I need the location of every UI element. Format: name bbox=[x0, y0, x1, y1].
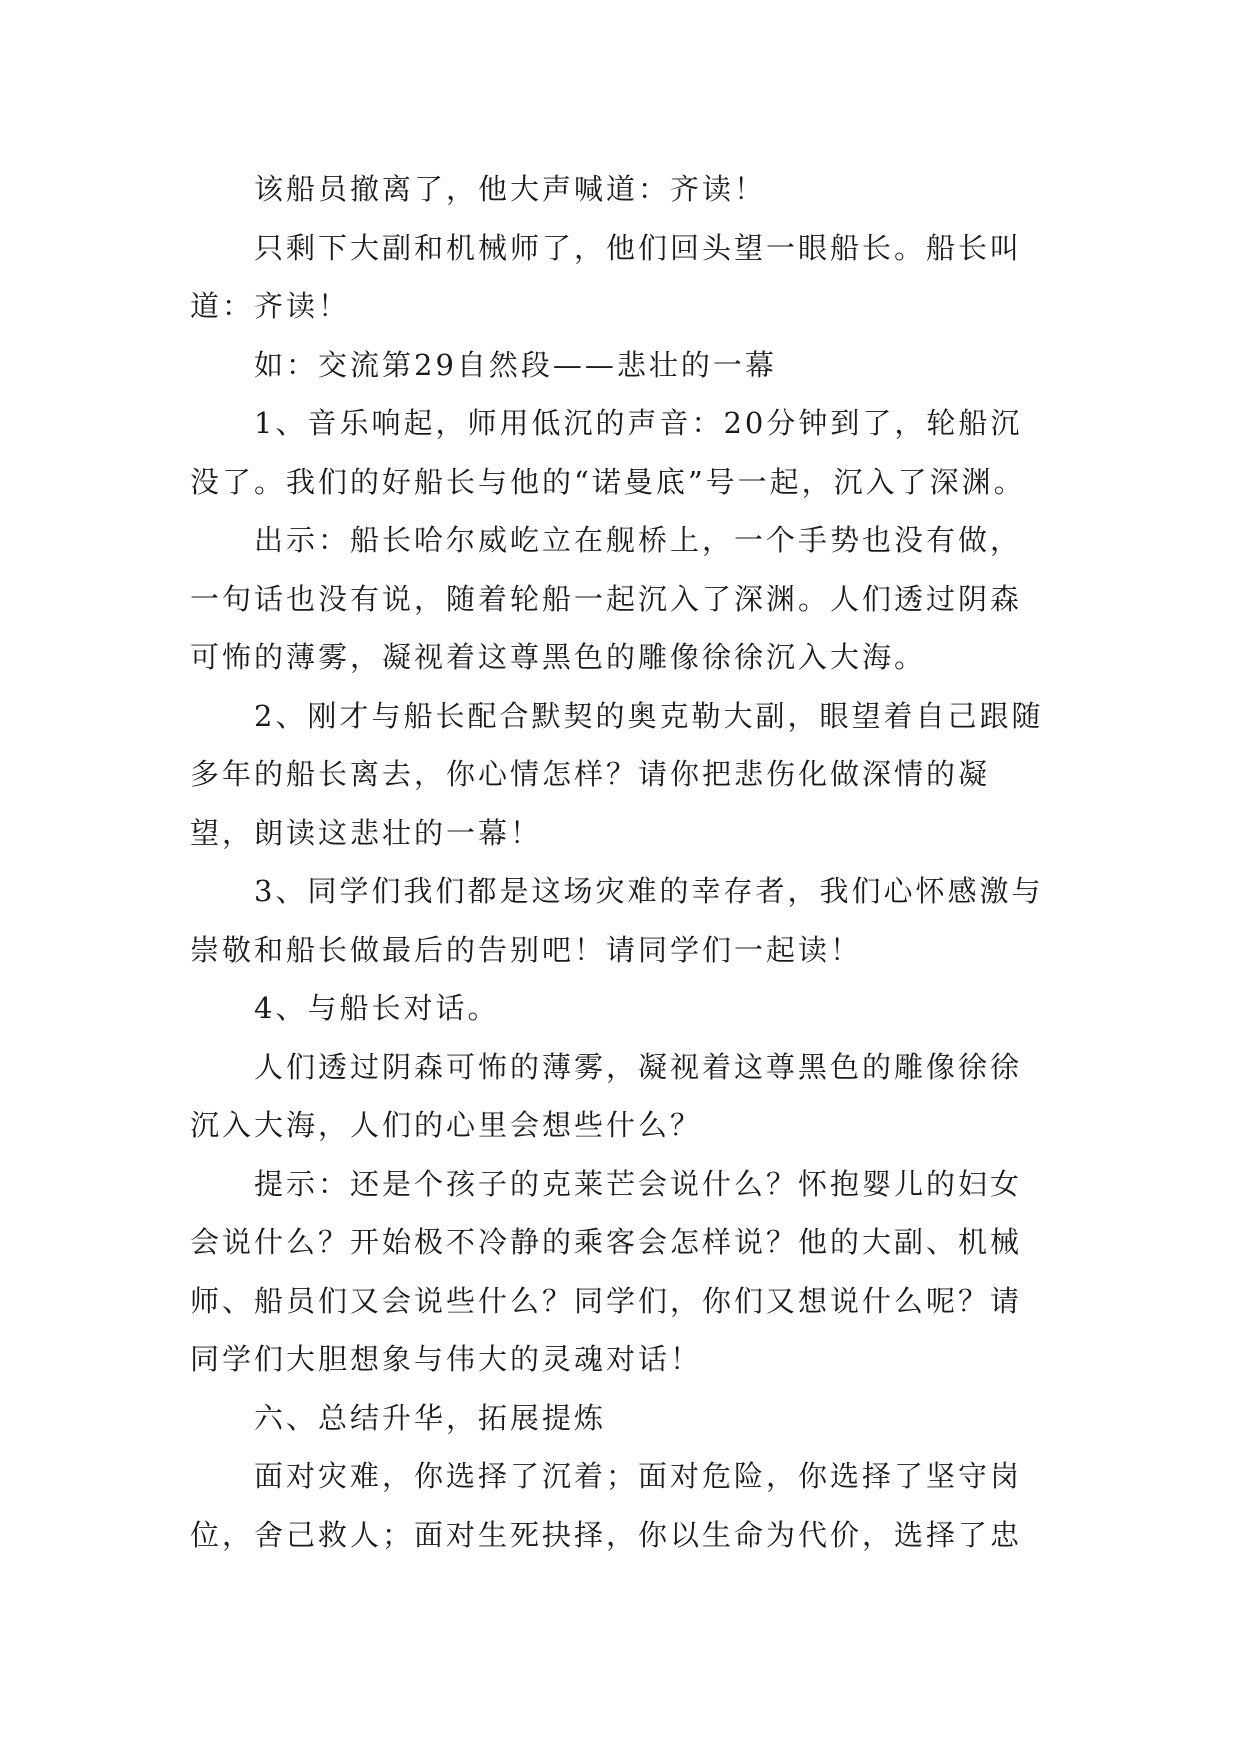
document-body bbox=[190, 160, 1050, 1564]
section-heading: 六、总结升华，拓展提炼 bbox=[254, 1400, 607, 1435]
paragraph-9: 人们透过阴森可怖的薄雾，凝视着这尊黑色的雕像徐徐沉入大海，人们的心里会想些什么？ bbox=[190, 1049, 1023, 1142]
paragraph-3: 如：交流第29自然段——悲壮的一幕 bbox=[254, 347, 777, 382]
paragraph-6: 2、刚才与船长配合默契的奥克勒大副，眼望着自己跟随多年的船长离去，你心情怎样？请你把悲伤化做深情的凝望，朗读这悲壮的一幕！ bbox=[190, 698, 1044, 850]
paragraph-5: 出示：船长哈尔威屹立在舰桥上，一个手势也没有做，一句话也没有说，随着轮船一起沉入了深渊。人们透过阴森可怖的薄雾，凝视着这尊黑色的雕像徐徐沉入大海。 bbox=[190, 523, 1023, 674]
paragraph-12: 面对灾难，你选择了沉着；面对危险，你选择了坚守岗位，舍己救人；面对生死抉择，你以生命为代价，选择了忠 bbox=[190, 1459, 1023, 1552]
paragraph-10: 提示：还是个孩子的克莱芒会说什么？怀抱婴儿的妇女会说什么？开始极不冷静的乘客会怎样说？他的大副、机械师、船员们又会说些什么？同学们，你们又想说什么呢？请同学们大胆想象与伟大的灵魂对话！ bbox=[190, 1166, 1023, 1376]
paragraph-4: 1、音乐响起，师用低沉的声音：20分钟到了，轮船沉没了。我们的好船长与他的“诺曼底”号一起，沉入了深渊。 bbox=[190, 406, 1026, 499]
paragraph-7: 3、同学们我们都是这场灾难的幸存者，我们心怀感激与崇敬和船长做最后的告别吧！请同学们一起读！ bbox=[190, 874, 1044, 967]
paragraph-2: 只剩下大副和机械师了，他们回头望一眼船长。船长叫道：齐读！ bbox=[190, 230, 1023, 323]
paragraph-1: 该船员撤离了，他大声喊道：齐读！ bbox=[254, 172, 767, 206]
paragraph-8: 4、与船长对话。 bbox=[254, 991, 500, 1025]
